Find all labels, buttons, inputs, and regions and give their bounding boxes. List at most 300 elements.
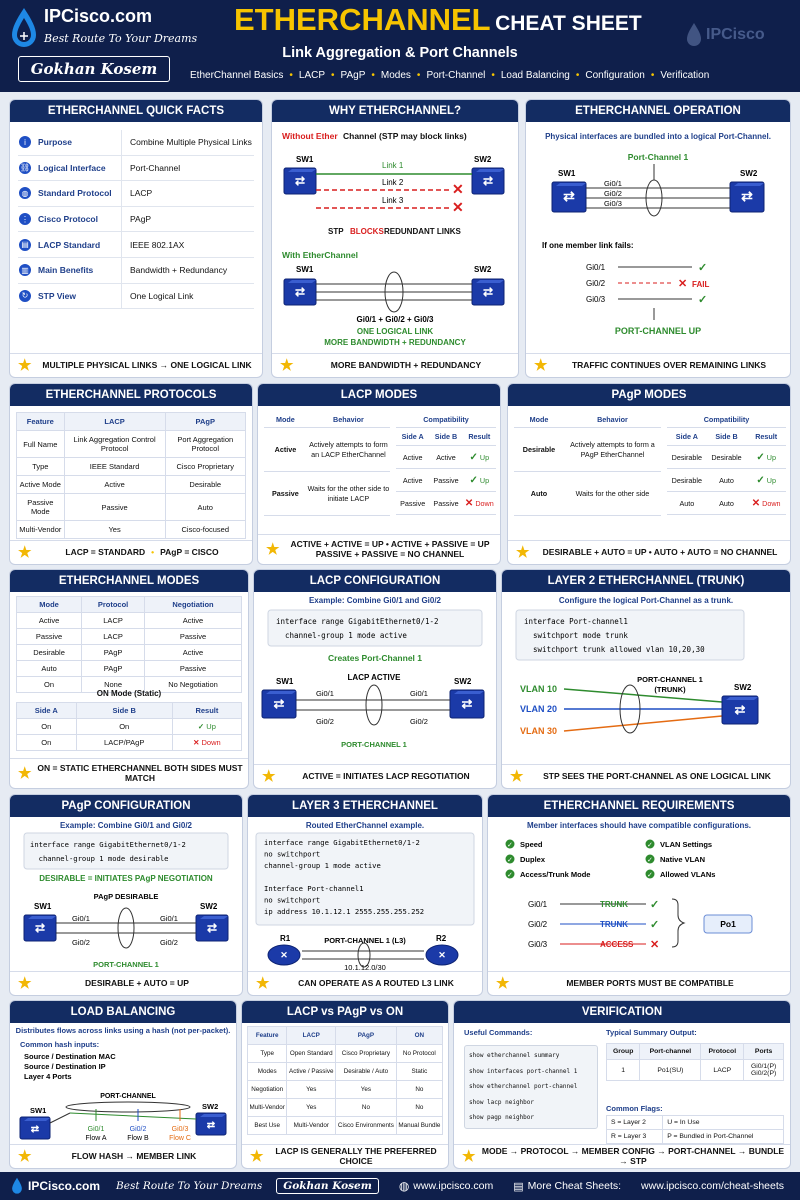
l3-diagram <box>248 817 482 971</box>
more-bandwidth-label: MORE BANDWIDTH + REDUNDANCY <box>324 338 466 347</box>
req-mode-trunk: TRUNK <box>600 900 628 909</box>
lb-pc-label: PORT-CHANNEL <box>100 1093 156 1100</box>
compat-row <box>667 469 786 492</box>
lb-port: Gi0/3 <box>171 1126 189 1133</box>
lacp-modes-footer-text: ACTIVE + ACTIVE = UP • ACTIVE + PASSIVE = UP PASSIVE + PASSIVE = NO CHANNEL <box>290 538 490 559</box>
table-cell <box>145 629 242 645</box>
table-cell <box>248 1063 287 1081</box>
table-cell-text: Manual Bundle <box>398 1122 441 1129</box>
lb-line <box>50 1113 70 1123</box>
table-header-cell: Side B <box>76 703 172 719</box>
blocked-x-icon: ✕ <box>452 181 464 197</box>
with-etherchannel-label: With EtherChannel <box>282 250 358 260</box>
table-cell <box>17 494 65 521</box>
pc-port: Gi0/2 <box>72 938 90 947</box>
table-header-row <box>17 413 246 431</box>
table-cell-text: On <box>41 722 52 731</box>
table-row <box>248 1063 443 1081</box>
lb-port: Gi0/2 <box>129 1126 147 1133</box>
vlan-30-label: VLAN 30 <box>520 726 558 736</box>
table-header-row <box>607 1044 784 1060</box>
pagp-config-footer <box>10 971 242 995</box>
check-icon: ✓ <box>507 842 513 849</box>
table-cell <box>64 494 165 521</box>
table-cell-text: Active Mode <box>19 480 61 489</box>
quick-fact-row <box>18 156 254 182</box>
compat-cell <box>463 452 496 463</box>
svg-text:⇄: ⇄ <box>461 696 473 711</box>
comparison-table <box>247 1026 443 1135</box>
lacp-modes-card <box>258 384 500 564</box>
table-cell-text: Auto <box>197 502 213 512</box>
table-row <box>17 629 242 645</box>
compat-cell-text: Up <box>479 475 490 485</box>
quick-facts-footer <box>10 353 262 377</box>
x-icon: ✕ <box>678 278 688 290</box>
mode-name: Desirable <box>522 445 556 454</box>
compat-cell-text: Desirable <box>671 475 703 485</box>
table-header-cell: PAgP <box>336 1027 397 1045</box>
compat-row <box>667 446 786 469</box>
code-line: interface Port-channel1 <box>524 617 628 626</box>
table-cell-text: Active <box>104 480 125 489</box>
dot-icon: • <box>151 546 155 557</box>
switch-icon <box>262 690 296 718</box>
table-row <box>17 719 242 735</box>
table-row <box>17 494 246 521</box>
pagp-modes-title: PAgP MODES <box>508 384 790 406</box>
mode-row <box>264 472 390 516</box>
why-sw2-label: SW2 <box>474 155 492 164</box>
table-cell-text: Type <box>260 1050 275 1057</box>
table-cell-text: Passive <box>179 664 207 673</box>
nav-load-balancing[interactable]: Load Balancing <box>500 70 570 81</box>
port-status: Gi0/1(P) <box>750 1063 777 1070</box>
table-cell <box>396 1099 442 1117</box>
l3-title: LAYER 3 ETHERCHANNEL <box>248 795 482 817</box>
command-item[interactable]: show etherchannel summary <box>469 1052 560 1059</box>
lc-port: Gi0/2 <box>316 717 334 726</box>
pagp-config-diagram <box>10 817 242 971</box>
table-cell <box>17 661 82 677</box>
requirement-item: Speed <box>520 840 543 849</box>
nav-lacp[interactable]: LACP <box>298 70 326 81</box>
footer-tagline: Best Route To Your Dreams <box>116 1180 263 1192</box>
table-cell-text: On <box>44 680 55 689</box>
without-label-c: (STP may block links) <box>379 131 467 141</box>
x-icon: ✕ <box>751 497 761 509</box>
lacp-modes-footer <box>258 534 500 564</box>
check-icon: ✓ <box>756 474 765 486</box>
mode-name: Auto <box>530 489 548 498</box>
lb-port: Gi0/1 <box>87 1126 105 1133</box>
check-icon: ✓ <box>647 857 653 864</box>
switch-icon <box>284 168 316 194</box>
table-row <box>17 613 242 629</box>
verification-title: VERIFICATION <box>454 1001 790 1023</box>
mode-table-left <box>264 412 390 516</box>
table-cell <box>82 661 145 677</box>
footer-more: More Cheat Sheets: <box>527 1180 622 1192</box>
table-row <box>607 1060 784 1081</box>
lacp-config-title: LACP CONFIGURATION <box>254 570 496 592</box>
svg-text:✕: ✕ <box>438 950 446 960</box>
table-cell <box>165 431 245 458</box>
req-port: Gi0/3 <box>528 940 548 949</box>
table-cell-text: Desirable <box>33 648 65 657</box>
vlan-30-line <box>564 716 722 731</box>
compat-cell <box>667 453 707 462</box>
table-cell-text: Active <box>38 616 60 625</box>
star-icon: ★ <box>510 768 524 785</box>
table-cell <box>248 1081 287 1099</box>
quick-fact-value: Combine Multiple Physical Links <box>130 137 252 148</box>
svg-text:⇄: ⇄ <box>273 696 285 711</box>
compat-cell-text: Auto <box>719 475 734 485</box>
nav-verification[interactable]: Verification <box>660 70 710 81</box>
table-cell <box>17 521 65 539</box>
compat-cell-text: Passive <box>400 498 426 508</box>
table-cell <box>17 431 65 458</box>
header-watermark: IPCisco <box>706 26 765 43</box>
flag-cell: S = Layer 2 <box>607 1116 663 1130</box>
command-item[interactable]: show pagp neighbor <box>469 1114 535 1121</box>
lc-pc-label: PORT-CHANNEL 1 <box>341 740 407 749</box>
quick-facts-footer-text: MULTIPLE PHYSICAL LINKS → ONE LOGICAL LINK <box>42 359 252 370</box>
protocols-table <box>16 412 246 539</box>
quick-fact-value: Bandwidth + Redundancy <box>130 265 228 276</box>
globe-icon: ◍ <box>18 186 32 200</box>
table-cell <box>336 1081 397 1099</box>
pc-port: Gi0/2 <box>160 938 178 947</box>
star-icon: ★ <box>266 541 280 558</box>
check-icon: ✓ <box>647 842 653 849</box>
code-block <box>24 833 228 869</box>
comparison-footer <box>242 1144 448 1168</box>
table-cell <box>82 645 145 661</box>
quick-fact-key: Cisco Protocol <box>38 207 122 232</box>
po1-label: Po1 <box>720 919 736 929</box>
check-icon: ✓ <box>507 857 513 864</box>
requirements-title: ETHERCHANNEL REQUIREMENTS <box>488 795 790 817</box>
star-icon: ★ <box>18 765 32 782</box>
pagp-note: DESIRABLE = INITIATES PAgP NEGOTIATION <box>39 874 213 883</box>
table-cell-text: No Protocol <box>402 1050 436 1057</box>
svg-text:⇄: ⇄ <box>294 285 306 299</box>
modes-footer-text: ON = STATIC ETHERCHANNEL BOTH SIDES MUST MATCH <box>37 762 243 783</box>
compat-sub-header: Result <box>755 432 778 441</box>
op-port-1: Gi0/1 <box>604 179 622 188</box>
table-cell <box>172 735 241 751</box>
mode-name: Passive <box>272 489 299 498</box>
table-cell <box>248 1117 287 1135</box>
table-header-cell: LACP <box>64 413 165 431</box>
op-port-2: Gi0/2 <box>604 189 622 198</box>
lc-sw1: SW1 <box>276 677 294 686</box>
lacp-config-diagram <box>254 592 496 764</box>
footer-site[interactable]: IPCisco.com <box>28 1179 101 1193</box>
router-icon <box>426 945 458 965</box>
star-icon: ★ <box>250 1148 264 1165</box>
table-cell <box>165 494 245 521</box>
requirements-footer <box>488 971 790 995</box>
svg-text:⇄: ⇄ <box>741 188 753 204</box>
code-line: channel-group 1 mode active <box>264 861 381 870</box>
check-icon: ✓ <box>469 474 478 486</box>
table-cell <box>82 613 145 629</box>
compat-cell <box>429 499 462 508</box>
table-row <box>17 431 246 458</box>
table-cell <box>248 1099 287 1117</box>
code-line: no switchport <box>264 895 321 905</box>
check-icon: ✓ <box>650 899 660 911</box>
why-diagram <box>272 122 518 353</box>
verification-footer-text: MODE → PROTOCOL → MEMBER CONFIG → PORT-CHANNEL → BUNDLE → STP <box>481 1145 785 1166</box>
code-line: ip address 10.1.12.1 2555.255.255.252 <box>264 907 425 916</box>
pc-up-label: PORT-CHANNEL UP <box>614 326 702 336</box>
nav-port-channel[interactable]: Port-Channel <box>426 70 486 81</box>
table-cell-text: Active / Passive <box>289 1068 334 1075</box>
lacp-example: Example: Combine Gi0/1 and Gi0/2 <box>308 596 442 605</box>
mode-name: Active <box>274 445 297 454</box>
on-mode-table <box>16 702 242 751</box>
code-block <box>268 610 482 646</box>
table-cell-text: Passive <box>35 632 63 641</box>
table-header-row <box>17 703 242 719</box>
lc-port: Gi0/2 <box>410 717 428 726</box>
l2-footer-text: STP SEES THE PORT-CHANNEL AS ONE LOGICAL LINK <box>543 770 771 781</box>
table-row <box>17 458 246 476</box>
comparison-footer-text: LACP IS GENERALLY THE PREFERRED CHOICE <box>275 1145 437 1166</box>
check-icon: ✓ <box>647 872 653 879</box>
table-row <box>248 1099 443 1117</box>
nav-configuration[interactable]: Configuration <box>585 70 645 81</box>
compat-cell <box>707 453 747 462</box>
svg-text:⇄: ⇄ <box>206 921 218 935</box>
table-cell-text: LACP/PAgP <box>104 738 145 747</box>
table-cell-text: Multi-Vendor <box>249 1104 285 1111</box>
table-cell-text: Passive <box>101 502 128 512</box>
mode-header-row <box>514 412 661 428</box>
star-icon: ★ <box>18 544 32 561</box>
x-icon: ✕ <box>193 738 202 747</box>
link-1-label: Link 1 <box>382 161 404 170</box>
modes-title: ETHERCHANNEL MODES <box>10 570 248 592</box>
table-cell <box>17 645 82 661</box>
quick-fact-key: STP View <box>38 284 122 309</box>
lacp-active-label: LACP ACTIVE <box>347 673 401 682</box>
reqs-desc: Member interfaces should have compatible configurations. <box>526 821 752 830</box>
table-row <box>607 1130 784 1144</box>
table-cell-text: Passive <box>179 632 207 641</box>
table-cell: 1 <box>607 1060 640 1081</box>
lacp-config-footer-text: ACTIVE = INITIATES LACP REGOTIATION <box>302 770 470 781</box>
star-icon: ★ <box>462 1148 476 1165</box>
link-icon: ⛓ <box>18 161 32 175</box>
table-cell-text: Port Aggregation Protocol <box>177 435 234 453</box>
table-cell <box>248 1045 287 1063</box>
author-signature: Gokhan Kosem <box>18 56 170 82</box>
compat-cell <box>396 499 429 508</box>
table-row <box>607 1116 784 1130</box>
table-cell-text: No <box>361 1104 370 1111</box>
operation-footer-text: TRAFFIC CONTINUES OVER REMAINING LINKS <box>571 359 767 370</box>
table-cell <box>336 1117 397 1135</box>
code-line: interface range GigabitEthernet0/1-2 <box>276 617 439 626</box>
quick-fact-key: Purpose <box>38 130 122 155</box>
protocols-card <box>10 384 252 564</box>
l3-pc-label: PORT-CHANNEL 1 (L3) <box>324 936 406 945</box>
compat-cell-text: Down <box>475 498 494 508</box>
info-icon: i <box>18 135 32 149</box>
vlan-10-label: VLAN 10 <box>520 684 558 694</box>
site-name[interactable]: IPCisco.com <box>44 6 153 26</box>
quick-fact-row <box>18 258 254 284</box>
mode-header: Mode <box>276 415 295 424</box>
compat-header: Compatibility <box>667 412 786 428</box>
port-status: Gi0/2(P) <box>750 1070 777 1077</box>
l3-net-label: 10.1.12.0/30 <box>344 963 386 971</box>
table-cell <box>744 1060 784 1081</box>
mode-header: Mode <box>529 415 549 424</box>
compat-row <box>396 492 496 515</box>
command-item[interactable]: show interfaces port-channel 1 <box>469 1067 578 1075</box>
without-label-b: Channel <box>343 131 377 141</box>
pc-pc-label: PORT-CHANNEL 1 <box>93 960 159 969</box>
table-cell <box>145 645 242 661</box>
table-cell <box>165 458 245 476</box>
table-cell <box>17 629 82 645</box>
lc-port: Gi0/1 <box>316 689 334 698</box>
table-cell <box>17 458 65 476</box>
lb-ellipse <box>66 1102 190 1112</box>
flags-label: Common Flags: <box>606 1104 663 1113</box>
blocked-x-icon: ✕ <box>452 199 464 215</box>
verification-card <box>454 1001 790 1168</box>
header-banner <box>0 0 800 92</box>
table-header-cell: Negotiation <box>145 597 242 613</box>
nav-pagp[interactable]: PAgP <box>340 70 366 81</box>
svg-text:⇄: ⇄ <box>294 174 306 188</box>
lacp-modes-title: LACP MODES <box>258 384 500 406</box>
table-cell-text: No <box>415 1086 424 1093</box>
lb-flow-a-line <box>70 1113 196 1119</box>
compat-cell <box>396 453 429 462</box>
table-cell-text: No Negotiation <box>168 680 218 689</box>
footer-web[interactable]: www.ipcisco.com <box>413 1180 494 1192</box>
table-cell <box>396 1045 442 1063</box>
star-icon: ★ <box>18 357 32 374</box>
compat-row <box>667 492 786 515</box>
stp-label-b: BLOCKS <box>350 227 384 236</box>
compat-sub-header: Side B <box>434 432 458 441</box>
load-balancing-footer <box>10 1144 236 1168</box>
one-logical-label: ONE LOGICAL LINK <box>356 327 434 336</box>
table-cell-text: Auto <box>41 664 57 673</box>
protocols-footer-a: LACP = STANDARD <box>65 546 146 557</box>
table-cell-text: Cisco Proprietary <box>176 462 235 471</box>
compat-sub-header: Side B <box>715 432 738 441</box>
table-header-cell: Ports <box>744 1044 784 1060</box>
link-3-label: Link 3 <box>382 196 404 205</box>
nav-etherchannel-basics[interactable]: EtherChannel Basics <box>190 70 284 81</box>
vlan-10-line <box>564 689 722 702</box>
command-item[interactable]: show lacp neighbor <box>469 1098 535 1106</box>
pagp-modes-footer-text: DESIRABLE + AUTO = UP • AUTO + AUTO = NO CHANNEL <box>542 546 778 557</box>
mode-header-row <box>264 412 390 428</box>
req-port: Gi0/2 <box>528 920 548 929</box>
table-cell <box>17 735 77 751</box>
mode-table-left <box>514 412 661 516</box>
table-cell <box>336 1099 397 1117</box>
nav-modes[interactable]: Modes <box>380 70 411 81</box>
protocols-footer <box>10 540 252 564</box>
requirement-item: Duplex <box>520 855 546 864</box>
mode-row <box>514 472 661 516</box>
site-tagline: Best Route To Your Dreams <box>44 32 198 45</box>
compat-cell <box>429 476 462 485</box>
table-header-cell: LACP <box>287 1027 336 1045</box>
table-cell-text: Link Aggregation Control Protocol <box>73 435 156 453</box>
table-cell <box>287 1063 336 1081</box>
operation-footer <box>526 353 790 377</box>
quick-fact-key: Main Benefits <box>38 258 122 283</box>
command-item[interactable]: show etherchannel port-channel <box>469 1083 578 1090</box>
requirement-item: VLAN Settings <box>660 840 713 849</box>
requirement-item: Allowed VLANs <box>660 870 716 879</box>
l3-card <box>248 795 482 995</box>
protocols-footer-b: PAgP = CISCO <box>160 546 219 557</box>
table-cell <box>396 1117 442 1135</box>
table-header-cell: Result <box>172 703 241 719</box>
compat-header: Compatibility <box>396 412 496 428</box>
code-line: Interface Port-channel1 <box>264 884 364 893</box>
switch-icon <box>722 696 758 724</box>
svg-text:⇄: ⇄ <box>482 174 494 188</box>
table-cell: LACP <box>701 1060 744 1081</box>
quick-facts-table <box>18 130 254 309</box>
compat-cell <box>396 476 429 485</box>
table-cell <box>336 1045 397 1063</box>
quick-fact-key: LACP Standard <box>38 232 122 257</box>
why-sw1-label-2: SW1 <box>296 265 314 274</box>
table-cell-text: Desirable <box>189 480 222 489</box>
quick-fact-row <box>18 284 254 310</box>
switch-icon <box>196 1113 226 1135</box>
op-fail-port-1: Gi0/1 <box>586 263 606 272</box>
compat-row <box>396 469 496 492</box>
page-title <box>234 2 642 38</box>
compat-cell <box>429 453 462 462</box>
compat-cell-text: Up <box>479 452 490 462</box>
fail-label: FAIL <box>692 280 710 289</box>
table-cell <box>287 1081 336 1099</box>
switch-icon <box>284 279 316 305</box>
table-row <box>17 661 242 677</box>
table-header-cell: Side A <box>17 703 77 719</box>
op-sw2-label: SW2 <box>740 169 758 178</box>
behavior-header: Behavior <box>333 415 364 424</box>
table-cell-text: Open Standard <box>289 1050 333 1057</box>
table-cell-text: Yes <box>108 525 121 534</box>
footer-url[interactable]: www.ipcisco.com/cheat-sheets <box>641 1180 785 1192</box>
load-balancing-title: LOAD BALANCING <box>10 1001 236 1023</box>
table-cell-text: Yes <box>306 1086 317 1093</box>
compat-cell-text: Passive <box>433 498 459 508</box>
load-balancing-diagram <box>10 1023 236 1144</box>
hash-input-item: Source / Destination MAC <box>24 1052 116 1061</box>
table-cell <box>165 521 245 539</box>
